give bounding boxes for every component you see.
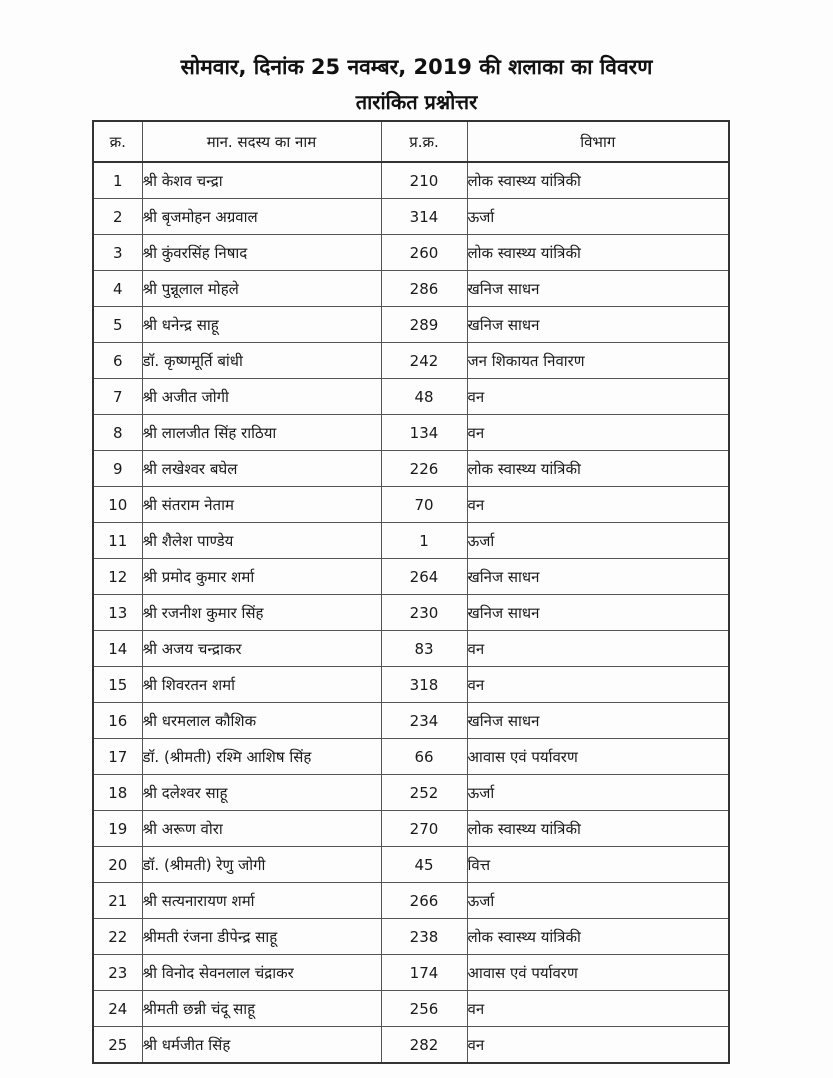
table-row <box>93 487 729 523</box>
table-header-row <box>93 121 729 162</box>
cell-department: ऊर्जा <box>467 883 729 919</box>
table-row <box>93 991 729 1027</box>
cell-member-name: श्री दलेश्वर साहू <box>142 775 381 811</box>
cell-serial: 18 <box>93 775 142 811</box>
cell-serial: 20 <box>93 847 142 883</box>
cell-serial: 13 <box>93 595 142 631</box>
cell-question-no: 70 <box>381 487 467 523</box>
cell-member-name: श्री पुन्नूलाल मोहले <box>142 271 381 307</box>
cell-member-name: श्री प्रमोद कुमार शर्मा <box>142 559 381 595</box>
cell-department: जन शिकायत निवारण <box>467 343 729 379</box>
cell-member-name: डॉ. (श्रीमती) रेणु जोगी <box>142 847 381 883</box>
cell-serial: 8 <box>93 415 142 451</box>
cell-member-name: श्री शिवरतन शर्मा <box>142 667 381 703</box>
cell-department: लोक स्वास्थ्य यांत्रिकी <box>467 451 729 487</box>
cell-serial: 23 <box>93 955 142 991</box>
cell-department: वन <box>467 667 729 703</box>
cell-department: ऊर्जा <box>467 775 729 811</box>
cell-question-no: 234 <box>381 703 467 739</box>
cell-serial: 15 <box>93 667 142 703</box>
cell-question-no: 48 <box>381 379 467 415</box>
cell-question-no: 1 <box>381 523 467 559</box>
cell-serial: 25 <box>93 1027 142 1064</box>
cell-question-no: 270 <box>381 811 467 847</box>
cell-question-no: 134 <box>381 415 467 451</box>
cell-department: लोक स्वास्थ्य यांत्रिकी <box>467 162 729 199</box>
cell-serial: 11 <box>93 523 142 559</box>
cell-question-no: 242 <box>381 343 467 379</box>
cell-serial: 10 <box>93 487 142 523</box>
cell-department: वित्त <box>467 847 729 883</box>
cell-department: वन <box>467 631 729 667</box>
cell-serial: 9 <box>93 451 142 487</box>
cell-question-no: 282 <box>381 1027 467 1064</box>
table-row <box>93 667 729 703</box>
cell-question-no: 238 <box>381 919 467 955</box>
table-row <box>93 307 729 343</box>
cell-department: वन <box>467 379 729 415</box>
cell-member-name: श्री अजय चन्द्राकर <box>142 631 381 667</box>
cell-question-no: 314 <box>381 199 467 235</box>
cell-member-name: श्री रजनीश कुमार सिंह <box>142 595 381 631</box>
cell-member-name: श्रीमती छन्नी चंदू साहू <box>142 991 381 1027</box>
cell-department: खनिज साधन <box>467 595 729 631</box>
cell-department: खनिज साधन <box>467 559 729 595</box>
cell-question-no: 45 <box>381 847 467 883</box>
table-row <box>93 379 729 415</box>
cell-department: लोक स्वास्थ्य यांत्रिकी <box>467 919 729 955</box>
cell-serial: 4 <box>93 271 142 307</box>
table-row <box>93 523 729 559</box>
cell-serial: 1 <box>93 162 142 199</box>
cell-department: ऊर्जा <box>467 199 729 235</box>
cell-department: लोक स्वास्थ्य यांत्रिकी <box>467 811 729 847</box>
cell-serial: 24 <box>93 991 142 1027</box>
cell-question-no: 260 <box>381 235 467 271</box>
table-row <box>93 451 729 487</box>
cell-serial: 19 <box>93 811 142 847</box>
cell-serial: 22 <box>93 919 142 955</box>
questions-table <box>92 120 730 1064</box>
cell-department: आवास एवं पर्यावरण <box>467 955 729 991</box>
cell-department: वन <box>467 487 729 523</box>
table-row <box>93 847 729 883</box>
header-member-name: मान. सदस्य का नाम <box>142 121 381 162</box>
table-row <box>93 631 729 667</box>
cell-question-no: 66 <box>381 739 467 775</box>
cell-question-no: 174 <box>381 955 467 991</box>
document-title: सोमवार, दिनांक 25 नवम्बर, 2019 की शलाका का विवरण <box>180 55 653 79</box>
cell-member-name: श्रीमती रंजना डीपेन्द्र साहू <box>142 919 381 955</box>
header-department: विभाग <box>467 121 729 162</box>
cell-serial: 6 <box>93 343 142 379</box>
cell-serial: 21 <box>93 883 142 919</box>
table-row <box>93 919 729 955</box>
table-row <box>93 162 729 199</box>
cell-member-name: श्री अजीत जोगी <box>142 379 381 415</box>
cell-serial: 14 <box>93 631 142 667</box>
cell-department: लोक स्वास्थ्य यांत्रिकी <box>467 235 729 271</box>
cell-member-name: श्री अरूण वोरा <box>142 811 381 847</box>
table-row <box>93 739 729 775</box>
cell-member-name: श्री लखेश्वर बघेल <box>142 451 381 487</box>
cell-serial: 7 <box>93 379 142 415</box>
cell-member-name: श्री धर्मजीत सिंह <box>142 1027 381 1064</box>
cell-question-no: 210 <box>381 162 467 199</box>
table-row <box>93 703 729 739</box>
table-row <box>93 883 729 919</box>
cell-serial: 17 <box>93 739 142 775</box>
table-row <box>93 775 729 811</box>
cell-question-no: 266 <box>381 883 467 919</box>
cell-member-name: श्री केशव चन्द्रा <box>142 162 381 199</box>
table-row <box>93 199 729 235</box>
cell-department: आवास एवं पर्यावरण <box>467 739 729 775</box>
cell-member-name: श्री शैलेश पाण्डेय <box>142 523 381 559</box>
cell-department: ऊर्जा <box>467 523 729 559</box>
table-row <box>93 811 729 847</box>
cell-member-name: श्री धरमलाल कौशिक <box>142 703 381 739</box>
cell-department: वन <box>467 415 729 451</box>
cell-department: वन <box>467 991 729 1027</box>
cell-question-no: 264 <box>381 559 467 595</box>
cell-member-name: श्री सत्यनारायण शर्मा <box>142 883 381 919</box>
cell-question-no: 318 <box>381 667 467 703</box>
table-row <box>93 955 729 991</box>
cell-serial: 5 <box>93 307 142 343</box>
cell-serial: 3 <box>93 235 142 271</box>
cell-department: वन <box>467 1027 729 1064</box>
header-serial: क्र. <box>93 121 142 162</box>
table-row <box>93 235 729 271</box>
cell-department: खनिज साधन <box>467 271 729 307</box>
cell-member-name: श्री विनोद सेवनलाल चंद्राकर <box>142 955 381 991</box>
cell-member-name: श्री लालजीत सिंह राठिया <box>142 415 381 451</box>
cell-serial: 12 <box>93 559 142 595</box>
cell-department: खनिज साधन <box>467 703 729 739</box>
cell-department: खनिज साधन <box>467 307 729 343</box>
cell-question-no: 256 <box>381 991 467 1027</box>
table-row <box>93 559 729 595</box>
cell-member-name: श्री संतराम नेताम <box>142 487 381 523</box>
cell-member-name: श्री बृजमोहन अग्रवाल <box>142 199 381 235</box>
table-row <box>93 271 729 307</box>
table-row <box>93 415 729 451</box>
table-row <box>93 1027 729 1064</box>
document-subtitle: तारांकित प्रश्नोत्तर <box>355 90 478 114</box>
cell-serial: 16 <box>93 703 142 739</box>
cell-question-no: 226 <box>381 451 467 487</box>
table-row <box>93 595 729 631</box>
header-question-no: प्र.क्र. <box>381 121 467 162</box>
cell-question-no: 252 <box>381 775 467 811</box>
cell-member-name: डॉ. कृष्णमूर्ति बांधी <box>142 343 381 379</box>
cell-question-no: 286 <box>381 271 467 307</box>
cell-member-name: श्री कुंवरसिंह निषाद <box>142 235 381 271</box>
cell-serial: 2 <box>93 199 142 235</box>
cell-question-no: 289 <box>381 307 467 343</box>
table-row <box>93 343 729 379</box>
cell-member-name: श्री धनेन्द्र साहू <box>142 307 381 343</box>
cell-question-no: 230 <box>381 595 467 631</box>
cell-question-no: 83 <box>381 631 467 667</box>
cell-member-name: डॉ. (श्रीमती) रश्मि आशिष सिंह <box>142 739 381 775</box>
